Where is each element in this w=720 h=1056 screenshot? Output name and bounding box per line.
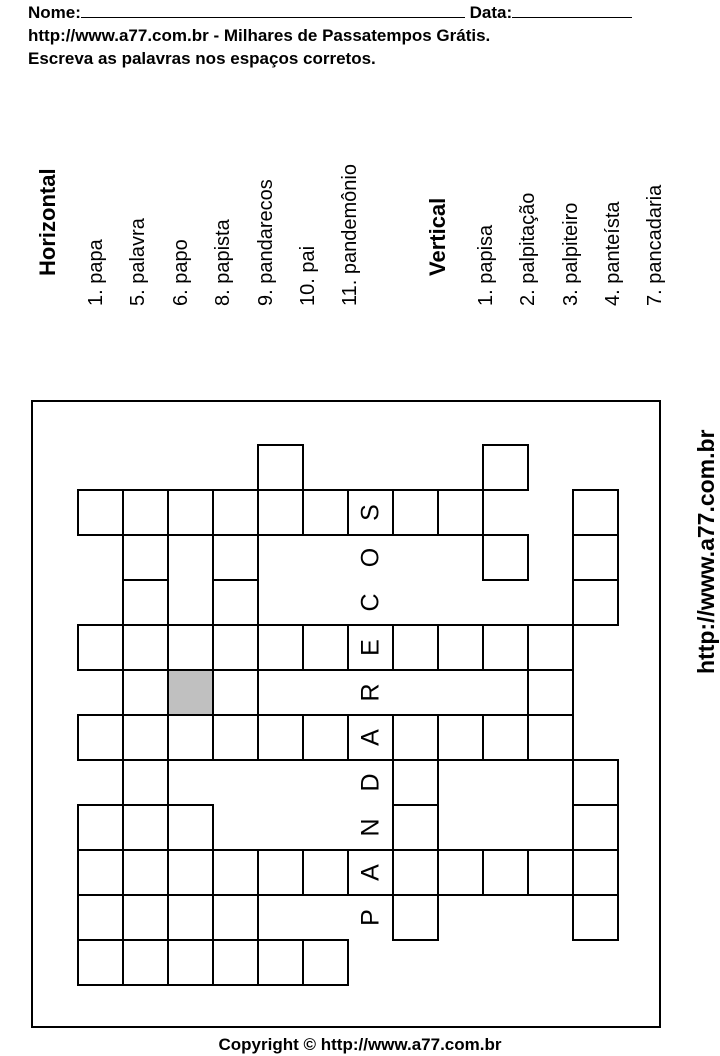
grid-cell[interactable] [528,625,573,670]
grid-cell[interactable] [213,490,258,535]
grid-cell[interactable] [393,715,438,760]
grid-cell[interactable] [123,670,168,715]
grid-cell[interactable] [213,850,258,895]
grid-cell[interactable] [123,805,168,850]
grid-cell[interactable] [258,490,303,535]
vertical-clue: 1. papisa [475,224,497,306]
date-field[interactable] [512,3,632,18]
grid-cell[interactable] [438,490,483,535]
grid-cell[interactable] [528,670,573,715]
grid-cell[interactable] [168,805,213,850]
horizontal-clue: 9. pandarecos [255,179,277,306]
grid-cell[interactable] [123,535,168,580]
grid-cell[interactable] [393,895,438,940]
vertical-clue: 4. panteísta [602,201,624,306]
grid-cell[interactable] [528,850,573,895]
vertical-title: Vertical [425,197,450,276]
grid-cell[interactable] [213,625,258,670]
grid-letter: D [356,773,385,792]
grid-cell[interactable] [213,580,258,625]
grid-cell[interactable] [168,895,213,940]
horizontal-clue: 8. papista [212,219,234,306]
name-field[interactable] [81,3,465,18]
vertical-clue: 2. palpitação [517,192,539,306]
horizontal-clue: 5. palavra [127,218,149,306]
grid-cell[interactable] [573,760,618,805]
grid-cell[interactable] [573,580,618,625]
grid-letter: A [356,729,385,746]
grid-cell[interactable] [123,490,168,535]
grid-cell[interactable] [168,715,213,760]
grid-cell[interactable] [213,940,258,985]
grid-cell[interactable] [303,625,348,670]
grid-cell[interactable] [393,805,438,850]
grid-cell[interactable] [213,895,258,940]
grid-cell[interactable] [438,625,483,670]
grid-cell[interactable] [78,940,123,985]
grid-cell[interactable] [123,940,168,985]
grid-cell[interactable] [483,715,528,760]
grid-cell[interactable] [483,625,528,670]
grid-cell[interactable] [573,535,618,580]
grid-cell[interactable] [438,850,483,895]
grid-letter: N [356,818,385,837]
grid-cell[interactable] [123,715,168,760]
grid-cell[interactable] [123,580,168,625]
grid-cell[interactable] [123,850,168,895]
grid-cell[interactable] [123,760,168,805]
vertical-clue: 3. palpiteiro [560,202,582,306]
grid-cell[interactable] [168,850,213,895]
grid-cell[interactable] [78,895,123,940]
copyright: Copyright © http://www.a77.com.br [218,1035,502,1054]
grid-cell[interactable] [573,490,618,535]
grid-cell[interactable] [123,625,168,670]
grid-cell[interactable] [303,715,348,760]
grid-letter: R [356,683,385,702]
grid-letter: A [356,864,385,881]
grid-cell[interactable] [483,445,528,490]
grid-cell[interactable] [258,625,303,670]
grid-letter: E [356,639,385,656]
grid-cell[interactable] [213,715,258,760]
instruction-text: Escreva as palavras nos espaços corretos. [28,49,376,68]
grid-cell[interactable] [78,625,123,670]
horizontal-clue: 11. pandemônio [339,164,361,306]
name-date-line [28,3,632,23]
grid-cell[interactable] [78,805,123,850]
grid-cell[interactable] [528,715,573,760]
horizontal-clue: 10. pai [297,245,319,306]
grid-cell[interactable] [213,535,258,580]
grid-cell[interactable] [78,715,123,760]
grid-cell[interactable] [168,490,213,535]
name-label: Nome: [28,3,81,22]
horizontal-clue: 1. papa [85,239,107,306]
grid-cell[interactable] [573,895,618,940]
grid-cell[interactable] [573,850,618,895]
grid-cell[interactable] [168,625,213,670]
grid-cell[interactable] [393,625,438,670]
grid-letter: O [356,547,385,568]
shaded-cell [168,670,213,715]
grid-cell[interactable] [438,715,483,760]
grid-letter: P [356,909,385,926]
grid-cell[interactable] [258,940,303,985]
horizontal-title: Horizontal [35,168,60,276]
side-url[interactable]: http://www.a77.com.br [693,429,719,674]
site-line: http://www.a77.com.br - Milhares de Passatempos Grátis. [28,26,491,45]
grid-cell[interactable] [78,850,123,895]
vertical-clue: 7. pancadaria [644,184,666,306]
grid-cell[interactable] [573,805,618,850]
grid-letter: S [356,504,385,521]
grid-cell[interactable] [483,535,528,580]
horizontal-clue: 6. papo [170,239,192,306]
grid-cell[interactable] [393,760,438,805]
date-label: Data: [469,3,513,22]
grid-letter: C [356,593,385,612]
grid-cell[interactable] [258,850,303,895]
grid-cell[interactable] [303,490,348,535]
grid-cell[interactable] [78,490,123,535]
grid-cell[interactable] [303,940,348,985]
grid-cell[interactable] [213,670,258,715]
grid-cell[interactable] [393,490,438,535]
grid-cell[interactable] [483,850,528,895]
grid-cell[interactable] [303,850,348,895]
grid-cell[interactable] [258,445,303,490]
grid-cell[interactable] [258,715,303,760]
grid-cell[interactable] [168,940,213,985]
